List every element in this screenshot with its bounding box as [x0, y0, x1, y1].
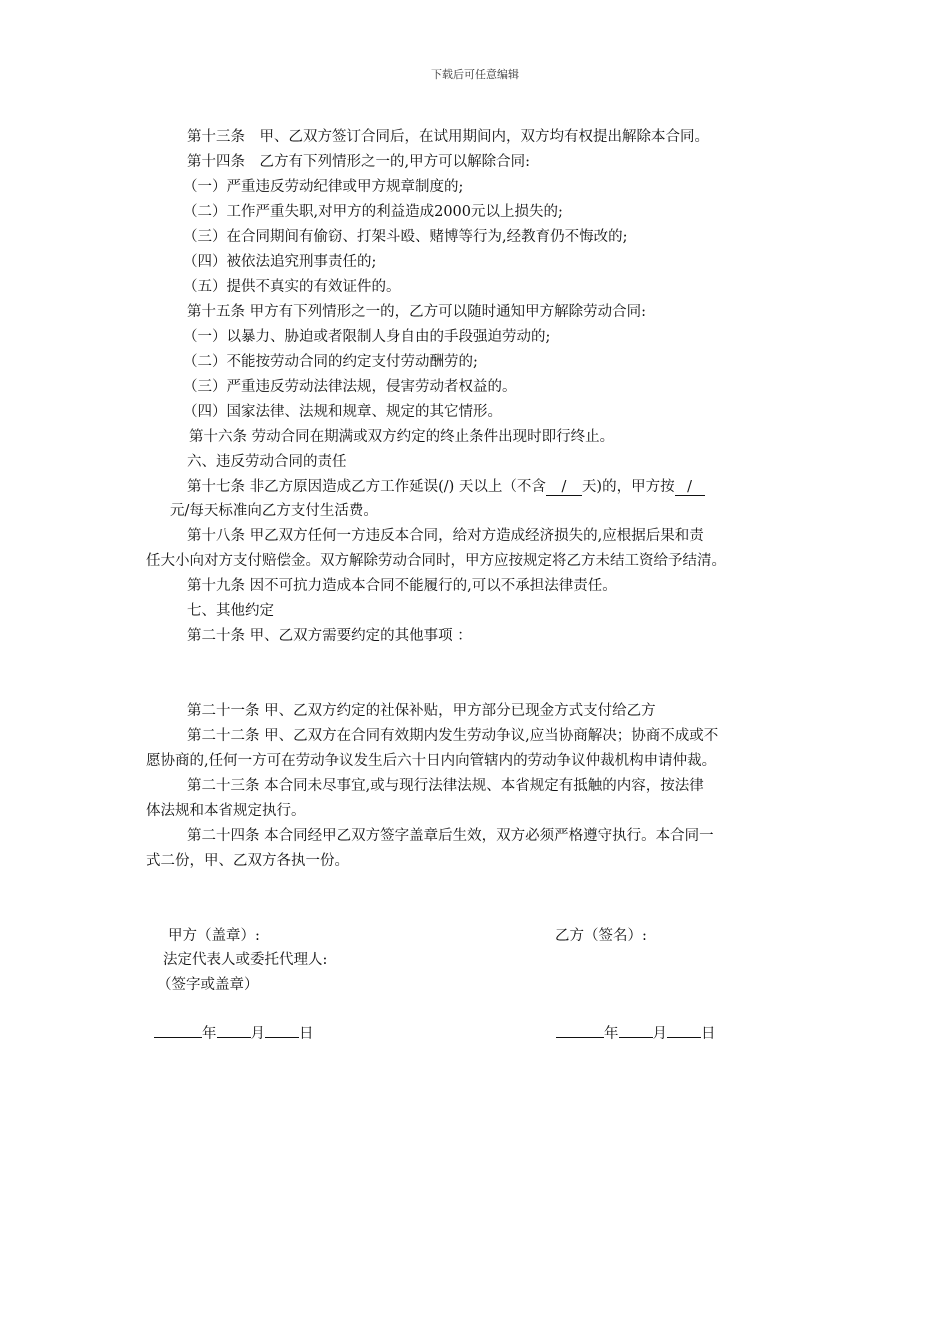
article-23-line-1: 第二十三条 本合同未尽事宜,或与现行法律法规、本省规定有抵触的内容，按法律	[187, 778, 704, 794]
article-14-item-3: （三）在合同期间有偷窃、打架斗殴、赌博等行为,经教育仍不悔改的;	[183, 229, 628, 245]
party-a-month-label: 月	[250, 1026, 265, 1042]
article-21: 第二十一条 甲、乙双方约定的社保补贴，甲方部分已现金方式支付给乙方	[187, 703, 656, 719]
article-17-blank-amount: /	[675, 479, 705, 496]
article-14-item-4: （四）被依法追究刑事责任的;	[183, 254, 377, 270]
party-b-sign-label: 乙方（签名）:	[555, 928, 647, 944]
party-a-year-label: 年	[202, 1026, 217, 1042]
article-15-item-1: （一）以暴力、胁迫或者限制人身自由的手段强迫劳动的;	[183, 329, 551, 345]
article-24-line-1: 第二十四条 本合同经甲乙双方签字盖章后生效，双方必须严格遵守执行。本合同一	[187, 828, 714, 844]
article-20: 第二十条 甲、乙双方需要约定的其他事项 ：	[187, 628, 472, 644]
article-15: 第十五条 甲方有下列情形之一的，乙方可以随时通知甲方解除劳动合同:	[187, 304, 646, 320]
section-6-heading: 六、违反劳动合同的责任	[187, 454, 347, 470]
party-b-month-blank	[619, 1037, 653, 1038]
article-22-line-1: 第二十二条 甲、乙双方在合同有效期内发生劳动争议,应当协商解决；协商不成或不	[187, 728, 719, 744]
section-7-heading: 七、其他约定	[187, 603, 274, 619]
article-24-line-2: 式二份，甲、乙双方各执一份。	[146, 853, 349, 869]
article-15-item-3: （三）严重违反劳动法律法规，侵害劳动者权益的。	[183, 379, 517, 395]
article-22-line-2: 愿协商的,任何一方可在劳动争议发生后六十日内向管辖内的劳动争议仲裁机构申请仲裁。	[146, 753, 717, 769]
page-header: 下载后可任意编辑	[431, 68, 519, 81]
article-19: 第十九条 因不可抗力造成本合同不能履行的,可以不承担法律责任。	[187, 578, 617, 594]
article-15-item-2: （二）不能按劳动合同的约定支付劳动酬劳的;	[183, 354, 478, 370]
article-17-blank-days: /	[443, 479, 449, 495]
article-23-line-2: 体法规和本省规定执行。	[146, 803, 306, 819]
party-a-day-label: 日	[299, 1026, 314, 1042]
sign-or-seal-note: （签字或盖章）	[157, 977, 259, 993]
party-b-year-label: 年	[604, 1026, 619, 1042]
article-17-text-b: ) 天以上（不含	[448, 479, 546, 495]
party-b-year-blank	[556, 1037, 604, 1038]
article-17-text-c: 天)的，甲方按	[581, 479, 675, 495]
party-a-seal-label: 甲方（盖章）:	[168, 928, 260, 944]
party-b-day-label: 日	[701, 1026, 716, 1042]
party-a-year-blank	[154, 1037, 202, 1038]
party-b-month-label: 月	[652, 1026, 667, 1042]
article-14: 第十四条 乙方有下列情形之一的,甲方可以解除合同:	[187, 154, 530, 170]
article-17-line-2: 元/每天标准向乙方支付生活费。	[170, 503, 378, 519]
article-15-item-4: （四）国家法律、法规和规章、规定的其它情形。	[183, 404, 502, 420]
article-18-line-1: 第十八条 甲乙双方任何一方违反本合同，给对方造成经济损失的,应根据后果和责	[187, 528, 704, 544]
article-14-item-5: （五）提供不真实的有效证件的。	[183, 279, 401, 295]
article-17-blank-excluded: /	[546, 479, 582, 496]
legal-representative-label: 法定代表人或委托代理人:	[163, 952, 328, 968]
article-17-text-a: 第十七条 非乙方原因造成乙方工作延误(	[187, 479, 444, 495]
article-16: 第十六条 劳动合同在期满或双方约定的终止条件出现时即行终止。	[189, 429, 615, 445]
article-17-line-1	[187, 477, 705, 497]
party-a-day-blank	[265, 1037, 299, 1038]
article-18-line-2: 任大小向对方支付赔偿金。双方解除劳动合同时，甲方应按规定将乙方未结工资给予结清。	[146, 553, 726, 569]
party-b-day-blank	[667, 1037, 701, 1038]
article-14-item-2: （二）工作严重失职,对甲方的利益造成2000元以上损失的;	[183, 204, 563, 220]
party-a-date-line	[154, 1024, 314, 1044]
article-13: 第十三条 甲、乙双方签订合同后，在试用期间内，双方均有权提出解除本合同。	[187, 129, 709, 145]
party-b-date-line	[556, 1024, 716, 1044]
party-a-month-blank	[217, 1037, 251, 1038]
article-14-item-1: （一）严重违反劳动纪律或甲方规章制度的;	[183, 179, 464, 195]
